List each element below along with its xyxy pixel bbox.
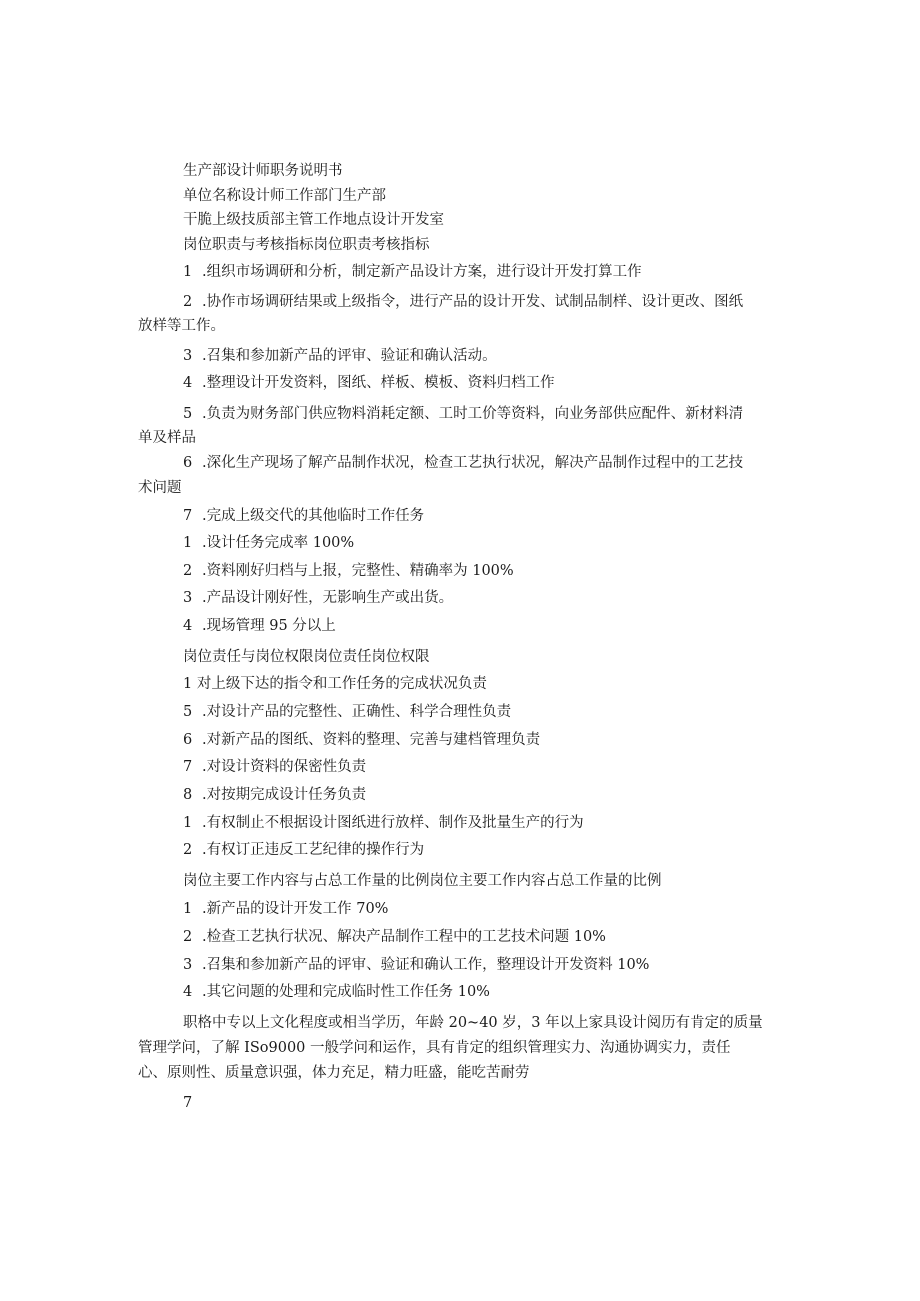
document-page: 生产部设计师职务说明书 单位名称设计师工作部门生产部 干脆上级技质部主管工作地点设计开发室 岗位职责与考核指标岗位职责考核指标 1 .组织市场调研和分析，制定新产品设计方案，进行设计开发打算工作 2 .协作市场调研结果或上级指令，进行产品的设计开发、试制品制样、设计更改、图纸 放样等工作。 3 .召集和参加新产品的评审、验证和确认活动。 4 .整理设计开发资料，图纸、样板、模板、资料归档工作 5 .负责为财务部门供应物料消耗定额、工时工价等资料，向业务部供应配件、新材料清 单及样品 6 .深化生产现场了解产品制作状况，检查工艺执行状况，解决产品制作过程中的工艺技 术问题 7 .完成上级交代的其他临时工作任务 1 .设计任务完成率 100% 2 .资料刚好归档与上报，完整性、精确率为 100% 3 .产品设计刚好性，无影响生产或出货。 4 .现场管理 95 分以上 岗位责任与岗位权限岗位责任岗位权限 1 对上级下达的指令和工作任务的完成状况负责 5 .对设计产品的完整性、正确性、科学合理性负责 6 .对新产品的图纸、资料的整理、完善与建档管理负责 7 .对设计资料的保密性负责 8 .对按期完成设计任务负责 1 .有权制止不根据设计图纸进行放样、制作及批量生产的行为 2 .有权订正违反工艺纪律的操作行为 岗位主要工作内容与占总工作量的比例岗位主要工作内容占总工作量的比例 1 .新产品的设计开发工作 70% 2 .检查工艺执行状况、解决产品制作工程中的工艺技术问题 10% 3 .召集和参加新产品的评审、验证和确认工作，整理设计开发资料 10% 4 .其它问题的处理和完成临时性工作任务 10% 职格中专以上文化程度或相当学历，年龄 20~40 岁，3 年以上家具设计阅历有肯定的质量 管理学问，了解 ISo9000 一般学问和运作，具有肯定的组织管理实力、沟通协调实力，责任 心、原则性、质量意识强，体力充足，精力旺盛，能吃苦耐劳 7: [138, 163, 763, 1111]
